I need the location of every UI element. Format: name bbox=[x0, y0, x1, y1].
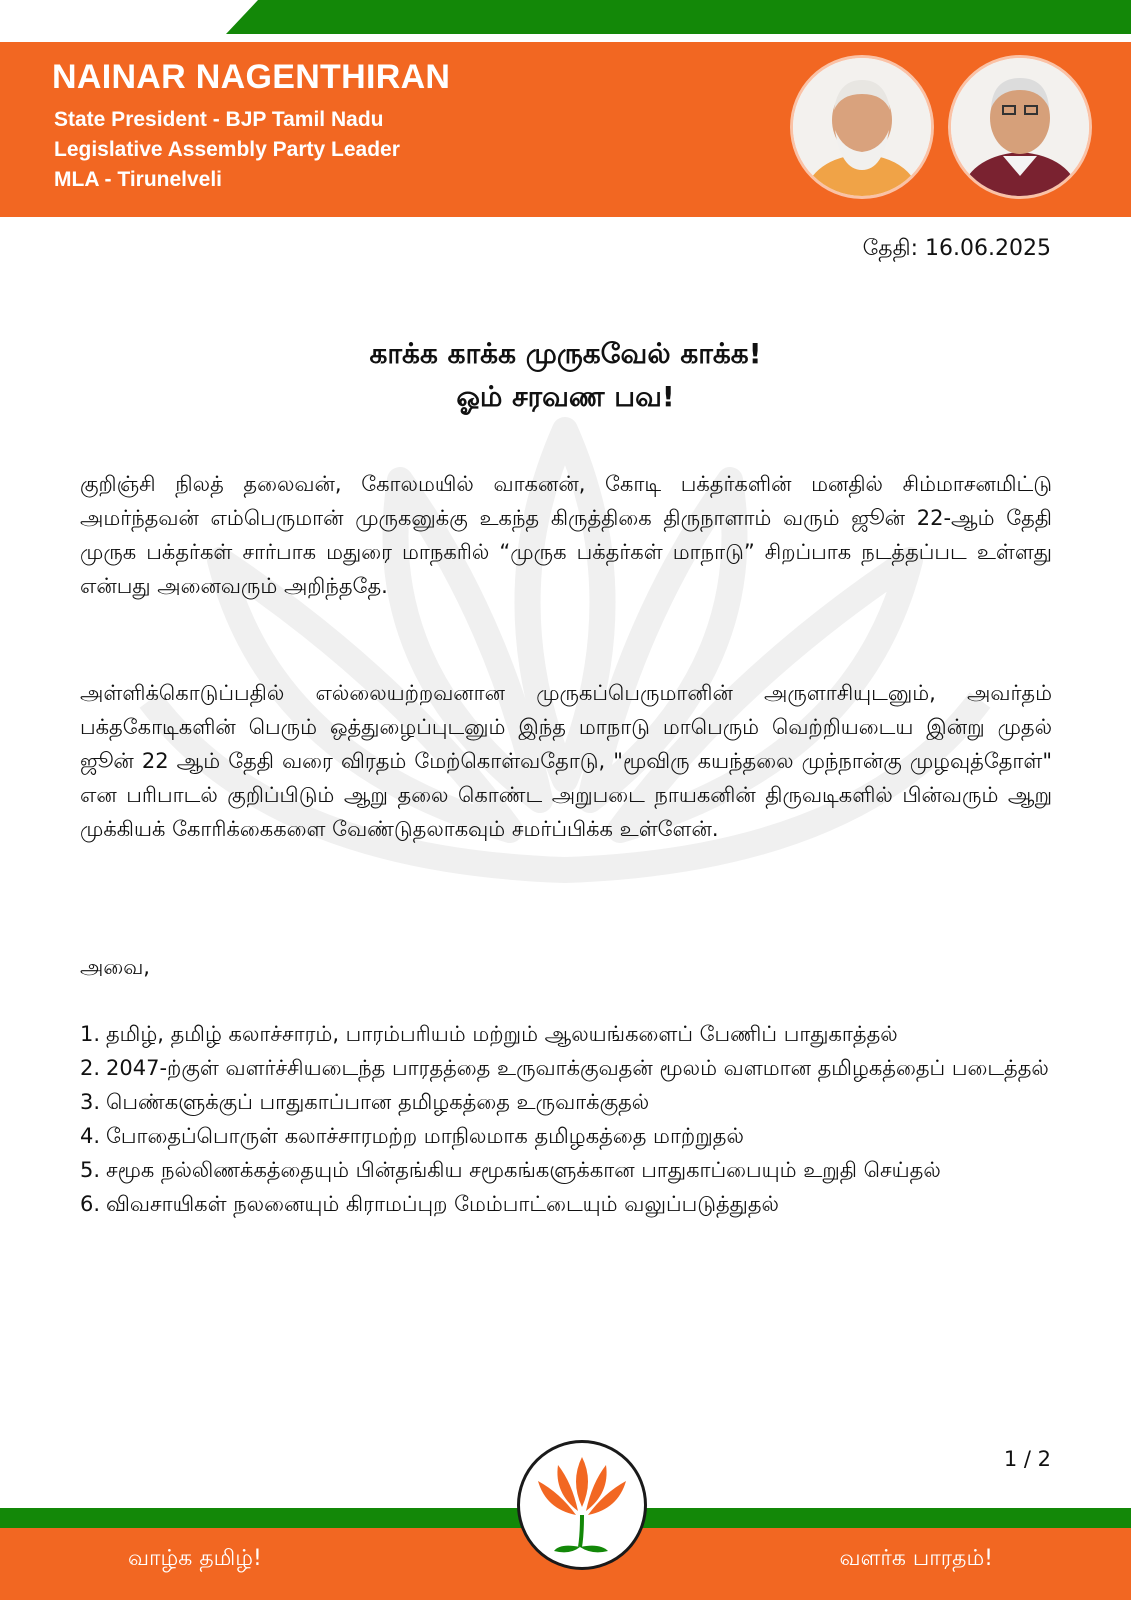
leader-portrait-2 bbox=[951, 58, 1089, 196]
party-logo bbox=[517, 1440, 647, 1570]
list-item: 3. பெண்களுக்குப் பாதுகாப்பான தமிழகத்தை உருவாக்குதல் bbox=[80, 1090, 650, 1114]
footer-slogan-left: வாழ்க தமிழ்! bbox=[128, 1546, 262, 1571]
sender-title-2: Legislative Assembly Party Leader bbox=[54, 138, 400, 161]
sender-title-3: MLA - Tirunelveli bbox=[54, 168, 223, 191]
letter-date: தேதி: 16.06.2025 bbox=[862, 236, 1051, 261]
top-green-stripe bbox=[0, 0, 1131, 34]
portrait-icon bbox=[951, 58, 1089, 196]
page-number: 1 / 2 bbox=[1003, 1447, 1051, 1471]
list-item: 6. விவசாயிகள் நலனையும் கிராமப்புற மேம்பாட்டையும் வலுப்படுத்துதல் bbox=[80, 1192, 779, 1216]
letterhead-header bbox=[0, 42, 1131, 217]
title-line-1: காக்க காக்க முருகவேல் காக்க! bbox=[369, 337, 762, 370]
lotus-logo-icon bbox=[530, 1451, 634, 1559]
sender-name: NAINAR NAGENTHIRAN bbox=[52, 58, 451, 96]
list-item: 4. போதைப்பொருள் கலாச்சாரமற்ற மாநிலமாக தமிழகத்தை மாற்றுதல் bbox=[80, 1124, 744, 1148]
list-item: 5. சமூக நல்லிணக்கத்தையும் பின்தங்கிய சமூகங்களுக்கான பாதுகாப்பையும் உறுதி செய்தல் bbox=[80, 1158, 941, 1182]
title-line-2: ஓம் சரவண பவ! bbox=[456, 380, 675, 413]
sender-title-1: State President - BJP Tamil Nadu bbox=[54, 108, 384, 131]
footer-slogan-right: வளர்க பாரதம்! bbox=[839, 1546, 993, 1571]
paragraph-2: அள்ளிக்கொடுப்பதில் எல்லையற்றவனான முருகப்பெருமானின் அருளாசியுடனும், அவர்தம் பக்தகோடிகளின் பெரும் ஒத்துழைப்புடனும் இந்த மாநாடு மாபெரும் வெற்றியடைய இன்று முதல் ஜூன் 22 ஆம் தேதி வரை விரதம் மேற்கொள்வதோடு, "மூவிரு கயந்தலை முந்நான்கு முழவுத்தோள்" என பரிபாடல் குறிப்பிடும் ஆறு தலை கொண்ட அறுபடை நாயகனின் திருவடிகளில் பின்வரும் ஆறு முக்கியக் கோரிக்கைகளை வேண்டுதலாகவும் சமர்ப்பிக்க உள்ளேன். bbox=[80, 681, 1052, 841]
paragraph-3: அவை, bbox=[80, 955, 150, 979]
list-item: 2. 2047-ற்குள் வளர்ச்சியடைந்த பாரதத்தை உருவாக்குவதன் மூலம் வளமான தமிழகத்தைப் படைத்தல் bbox=[80, 1056, 1049, 1080]
paragraph-1: குறிஞ்சி நிலத் தலைவன், கோலமயில் வாகனன், கோடி பக்தர்களின் மனதில் சிம்மாசனமிட்டு அமர்ந்தவன் எம்பெருமான் முருகனுக்கு உகந்த கிருத்திகை திருநாளாம் வரும் ஜூன் 22-ஆம் தேதி முருக பக்தர்கள் சார்பாக மதுரை மாநகரில் “முருக பக்தர்கள் மாநாடு” சிறப்பாக நடத்தப்பட உள்ளது என்பது அனைவரும் அறிந்ததே. bbox=[80, 472, 1052, 598]
leader-portrait-1 bbox=[793, 58, 931, 196]
demands-list bbox=[80, 1017, 1052, 1221]
portrait-icon bbox=[793, 58, 931, 196]
list-item: 1. தமிழ், தமிழ் கலாச்சாரம், பாரம்பரியம் மற்றும் ஆலயங்களைப் பேணிப் பாதுகாத்தல் bbox=[80, 1022, 898, 1046]
